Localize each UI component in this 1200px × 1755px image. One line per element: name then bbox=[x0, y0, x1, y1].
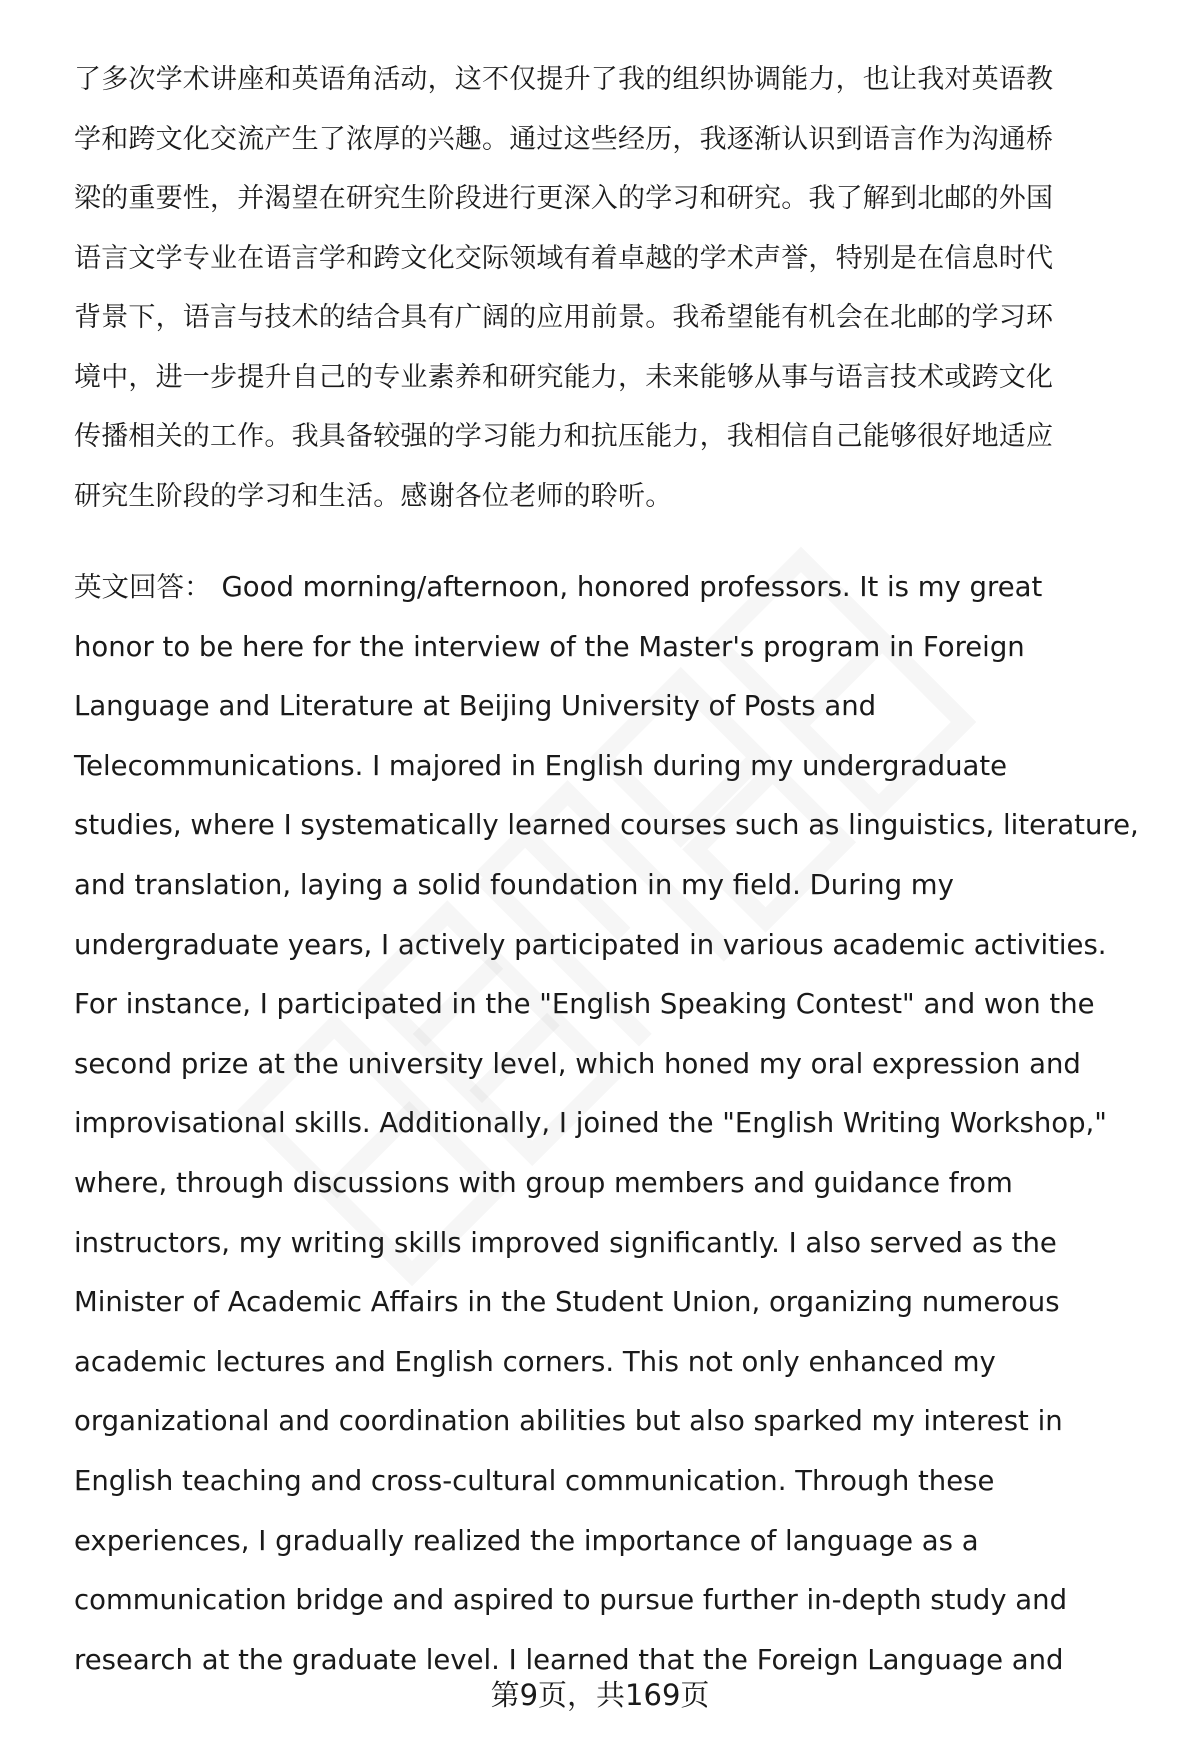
text-line: undergraduate years, I actively participated in various academic activities. bbox=[74, 928, 1107, 961]
text-line: 境中，进一步提升自己的专业素养和研究能力，未来能够从事与语言技术或跨文化 bbox=[74, 361, 1054, 393]
text-line: 了多次学术讲座和英语角活动，这不仅提升了我的组织协调能力，也让我对英语教 bbox=[74, 64, 1054, 95]
paragraph-english bbox=[74, 558, 1154, 1690]
text-line: Language and Literature at Beijing University of Posts and bbox=[74, 690, 877, 723]
text-line: 语言文学专业在语言学和跨文化交际领域有着卓越的学术声誉，特别是在信息时代 bbox=[74, 242, 1054, 274]
text-line: where, through discussions with group members and guidance from bbox=[74, 1166, 1013, 1199]
page-number-footer: 第9页，共169页 bbox=[490, 1678, 710, 1712]
text-line: and translation, laying a solid foundation in my field. During my bbox=[74, 868, 954, 901]
text-line: improvisational skills. Additionally, I joined the "English Writing Workshop," bbox=[74, 1107, 1107, 1140]
text-line: instructors, my writing skills improved significantly. I also served as the bbox=[74, 1226, 1057, 1259]
text-line: studies, where I systematically learned courses such as linguistics, literature, bbox=[74, 809, 1139, 842]
text-line: 梁的重要性，并渴望在研究生阶段进行更深入的学习和研究。我了解到北邮的外国 bbox=[74, 183, 1054, 214]
text-line: Telecommunications. I majored in English during my undergraduate bbox=[74, 749, 1008, 782]
text-line: 研究生阶段的学习和生活。感谢各位老师的聆听。 bbox=[74, 480, 673, 512]
text-line: 背景下，语言与技术的结合具有广阔的应用前景。我希望能有机会在北邮的学习环 bbox=[74, 302, 1054, 333]
text-line: academic lectures and English corners. This not only enhanced my bbox=[74, 1345, 996, 1378]
text-line: experiences, I gradually realized the importance of language as a bbox=[74, 1524, 979, 1557]
text-line: 传播相关的工作。我具备较强的学习能力和抗压能力，我相信自己能够很好地适应 bbox=[74, 421, 1054, 452]
text-line: 学和跨文化交流产生了浓厚的兴趣。通过这些经历，我逐渐认识到语言作为沟通桥 bbox=[74, 123, 1054, 155]
paragraph-chinese bbox=[74, 50, 1154, 526]
text-line: Minister of Academic Affairs in the Student Union, organizing numerous bbox=[74, 1286, 1060, 1319]
text-line-first bbox=[74, 558, 1154, 618]
text-line: research at the graduate level. I learned that the Foreign Language and bbox=[74, 1643, 1064, 1676]
text-line: English teaching and cross-cultural communication. Through these bbox=[74, 1464, 995, 1497]
document-page bbox=[74, 50, 1154, 1690]
text-line: communication bridge and aspired to pursue further in-depth study and bbox=[74, 1584, 1068, 1617]
answer-label: 英文回答： bbox=[74, 571, 212, 603]
text-line: For instance, I participated in the "English Speaking Contest" and won the bbox=[74, 988, 1095, 1021]
text-line-content: Good morning/afternoon, honored professors. It is my great bbox=[221, 571, 1043, 603]
text-line: second prize at the university level, which honed my oral expression and bbox=[74, 1047, 1081, 1080]
text-line: honor to be here for the interview of the Master's program in Foreign bbox=[74, 630, 1025, 663]
text-line: organizational and coordination abilities but also sparked my interest in bbox=[74, 1405, 1063, 1438]
